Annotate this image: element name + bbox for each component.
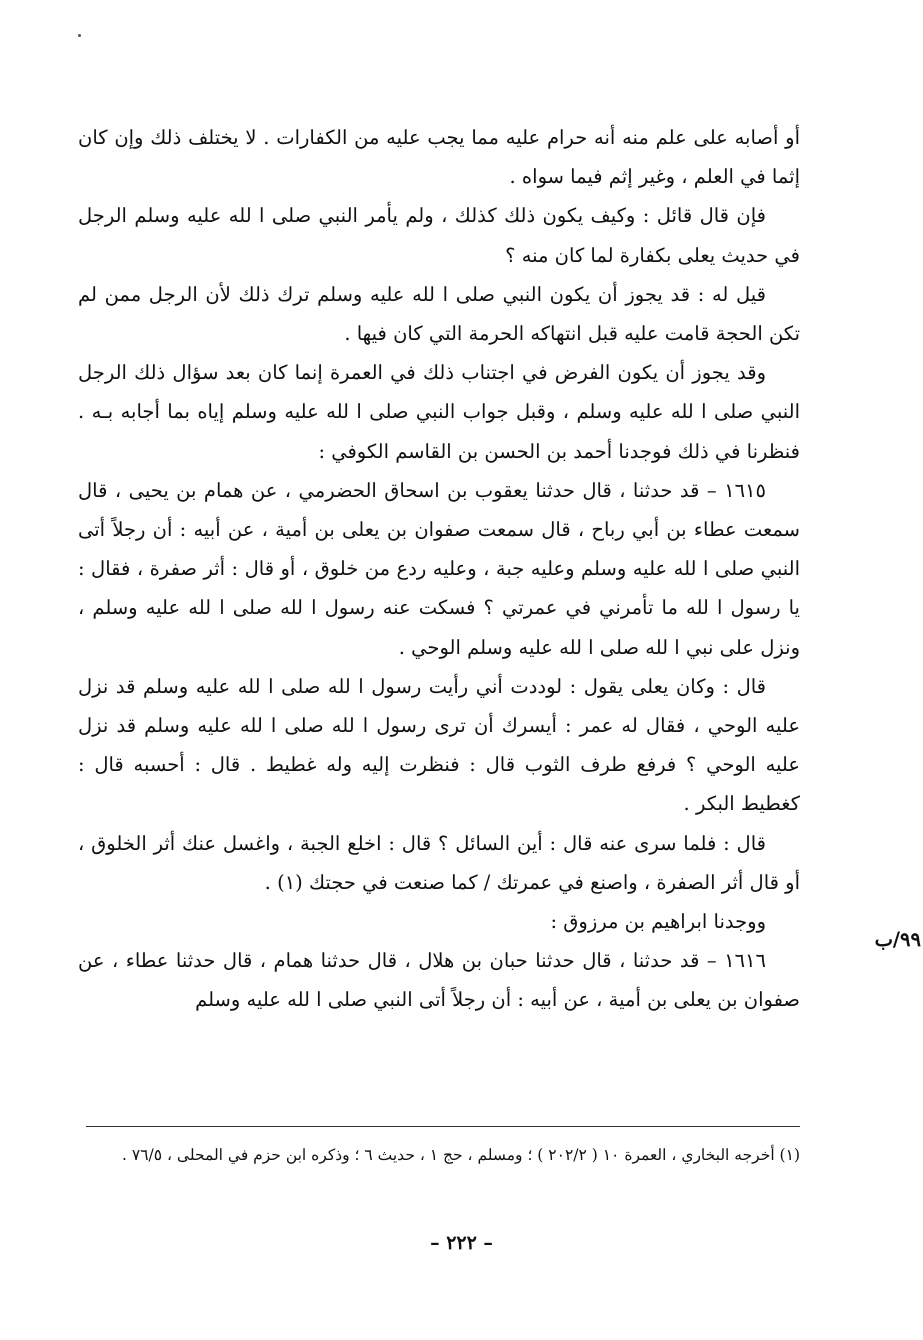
paragraph-4: وقد يجوز أن يكون الفرض في اجتناب ذلك في العمرة إنما كان بعد سؤال ذلك الرجل النبي صلى ا لله عليه وسلم ، وقبل جواب النبي صلى ا لله عليه وسلم إياه بما أجابه بـه . فنظرنا في ذلك فوجدنا أحمد بن الحسن بن القاسم الكوفي : bbox=[78, 361, 800, 463]
scan-speck bbox=[78, 34, 81, 37]
footnote-1: (١) أخرجه البخاري ، العمرة ١٠ ( ٢٠٢/٢ ) ؛ ومسلم ، حج ١ ، حديث ٦ ؛ وذكره ابن حزم في المحلى ، ٧٦/٥ . bbox=[122, 1146, 800, 1164]
paragraph-6: قال : وكان يعلى يقول : لوددت أني رأيت رسول ا لله صلى ا لله عليه وسلم قد نزل عليه الوحي ، فقال له عمر : أيسرك أن ترى رسول ا لله صلى ا لله عليه وسلم قد نزل عليه الوحي ؟ فرفع طرف الثوب قال : فنظرت إليه وله غطيط . قال : أحسبه قال : كغطيط البكر . bbox=[78, 674, 800, 816]
paragraph-2: فإن قال قائل : وكيف يكون ذلك كذلك ، ولم يأمر النبي صلى ا لله عليه وسلم الرجل في حديث يعلى بكفارة لما كان منه ؟ bbox=[78, 204, 800, 267]
footnote-separator bbox=[86, 1126, 800, 1127]
paragraph-7: قال : فلما سرى عنه قال : أين السائل ؟ قال : اخلع الجبة ، واغسل عنك أثر الخلوق ، أو قال أثر الصفرة ، واصنع في عمرتك / كما صنعت في حجتك (١) . bbox=[78, 831, 800, 894]
manuscript-folio-note: ٩٩/ب bbox=[874, 928, 921, 951]
hadith-1616: ١٦١٦ – قد حدثنا ، قال حدثنا حبان بن هلال ، قال حدثنا همام ، قال حدثنا عطاء ، عن صفوان بن يعلى بن أمية ، عن أبيه : أن رجلاً أتى النبي صلى ا لله عليه وسلم bbox=[78, 949, 800, 1012]
paragraph-1: أو أصابه على علم منه أنه حرام عليه مما يجب عليه من الكفارات . لا يختلف ذلك وإن كان إثما في العلم ، وغير إثم فيما سواه . bbox=[78, 126, 800, 189]
main-text bbox=[78, 118, 800, 1020]
footnotes bbox=[78, 1139, 800, 1171]
page-number: – ٢٢٢ – bbox=[430, 1232, 493, 1254]
hadith-1615: ١٦١٥ – قد حدثنا ، قال حدثنا يعقوب بن اسحاق الحضرمي ، عن همام بن يحيى ، قال سمعت عطاء بن أبي رباح ، قال سمعت صفوان بن يعلى بن أمية ، عن أبيه : أن رجلاً أتى النبي صلى ا لله عليه وسلم وعليه جبة ، وعليه ردع من خلوق ، أو قال : أثر صفرة ، فقال : يا رسول ا لله ما تأمرني في عمرتي ؟ فسكت عنه رسول ا لله صلى ا لله عليه وسلم ، ونزل على نبي ا لله صلى ا لله عليه وسلم الوحي . bbox=[78, 478, 800, 659]
paragraph-8: ووجدنا ابراهيم بن مرزوق : bbox=[550, 910, 766, 934]
paragraph-3: قيل له : قد يجوز أن يكون النبي صلى ا لله عليه وسلم ترك ذلك لأن الرجل ممن لم تكن الحجة قامت عليه قبل انتهاكه الحرمة التي كان فيها . bbox=[78, 282, 800, 346]
